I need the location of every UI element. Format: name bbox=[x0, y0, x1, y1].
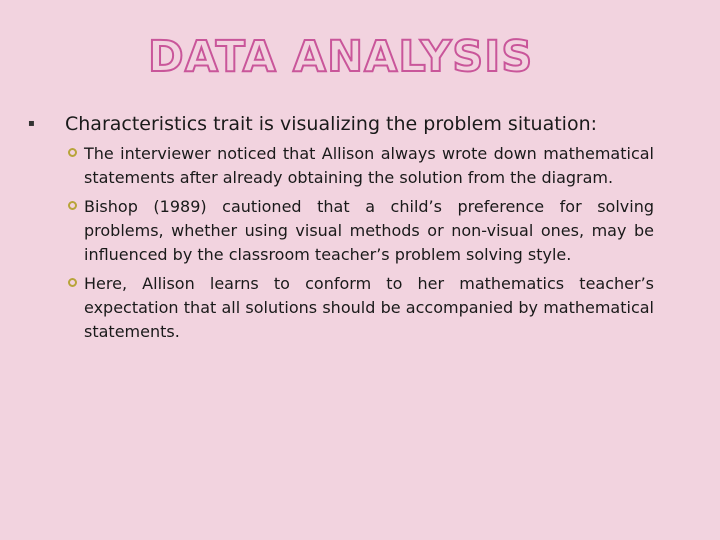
sub-bullet-text: Bishop (1989) cautioned that a child’s preference for solving problems, whether using visual methods or non-visual ones, may be influenced by the classroom teacher’s problem solving style. bbox=[84, 197, 654, 264]
sub-bullet-list bbox=[66, 142, 654, 349]
sub-bullet-item bbox=[66, 195, 654, 267]
sub-bullet-text: Here, Allison learns to conform to her mathematics teacher’s expectation that all solutions should be accompanied by mathematical statements. bbox=[84, 274, 654, 341]
sub-bullet-item bbox=[66, 272, 654, 344]
ring-bullet-icon bbox=[66, 142, 84, 166]
sub-bullet-item bbox=[66, 142, 654, 190]
main-bullet bbox=[26, 110, 666, 138]
ring-bullet-icon bbox=[66, 272, 84, 296]
main-bullet-text: Characteristics trait is visualizing the problem situation: bbox=[65, 113, 598, 135]
slide-title: DATA ANALYSIS bbox=[148, 32, 534, 82]
ring-bullet-icon bbox=[66, 195, 84, 219]
square-bullet-icon: ▪ bbox=[28, 118, 35, 129]
sub-bullet-text: The interviewer noticed that Allison always wrote down mathematical statements after already obtaining the solution from the diagram. bbox=[84, 144, 654, 187]
